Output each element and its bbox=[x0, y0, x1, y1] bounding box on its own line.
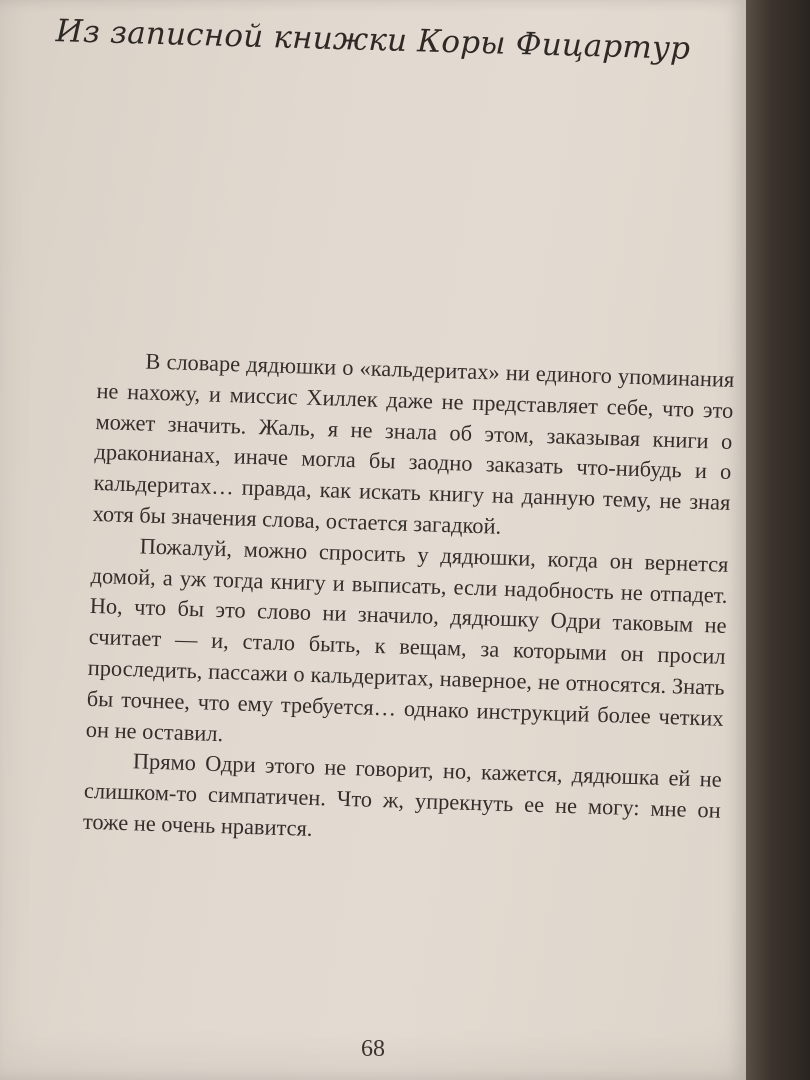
text-block bbox=[83, 345, 735, 858]
paragraph-1: В словаре дядюшки о «кальдеритах» ни единого упоминания не нахожу, и миссис Хиллек даже не представляет себе, что это может значить. Жаль, я не знала об этом, заказывая книги о драконианах, иначе могла бы заодно заказать что-нибудь и о кальдеритах… правда, как искать книгу на данную тему, не зная хотя бы значения слова, остается загадкой. bbox=[92, 348, 735, 539]
running-head: Из записной книжки Коры Фицартур bbox=[55, 13, 691, 67]
paragraph-3: Прямо Одри этого не говорит, но, кажется, дядюшка ей не слишком-то симпатичен. Что ж, упрекнуть ее не могу: мне он тоже не очень нравится. bbox=[82, 748, 723, 841]
page-number: 68 bbox=[361, 1036, 385, 1062]
background-edge bbox=[746, 0, 810, 1080]
paragraph-2: Пожалуй, можно спросить у дядюшки, когда он вернется домой, а уж тогда книгу и выписать, если надобность не отпадет. Но, что бы это слово ни значило, дядюшку Одри таковым не считает — и, стало быть, к вещам, за которыми он просил проследить, пассажи о кальдеритах, наверное, не относятся. Знать бы точнее, что ему требуется… однако инструкций более четких он не оставил. bbox=[85, 533, 729, 746]
